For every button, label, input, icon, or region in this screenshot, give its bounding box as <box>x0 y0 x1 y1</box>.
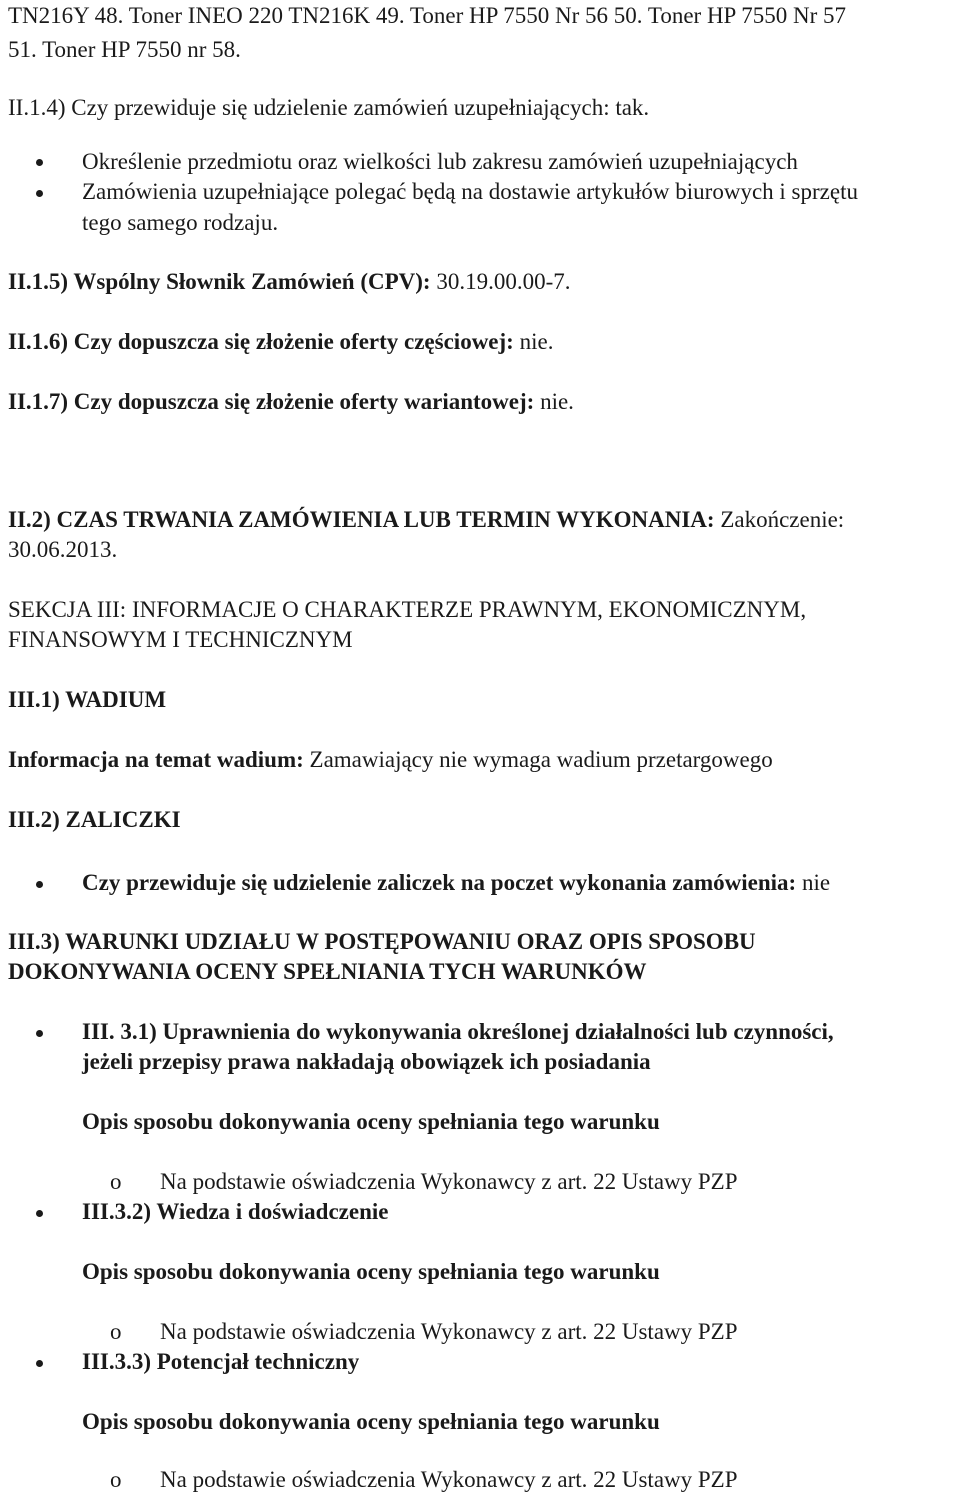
wadium-line <box>8 746 773 774</box>
advance-value: nie <box>796 870 831 895</box>
subsection-heading: III.3) WARUNKI UDZIAŁU W POSTĘPOWANIU ORAZ OPIS SPOSOBU <box>8 929 756 954</box>
variant-offer-line <box>8 388 574 416</box>
assessment-text: Na podstawie oświadczenia Wykonawcy z art. 22 Ustawy PZP <box>160 1467 738 1492</box>
advance-line <box>82 869 830 897</box>
cpv-label: II.1.5) Wspólny Słownik Zamówień (CPV): <box>8 269 431 294</box>
text-line: Określenie przedmiotu oraz wielkości lub zakresu zamówień uzupełniających <box>82 149 798 174</box>
bullet-icon <box>36 1030 43 1037</box>
partial-offer-line <box>8 328 553 356</box>
cpv-value: 30.19.00.00-7. <box>430 269 571 294</box>
subsection-heading: III.2) ZALICZKI <box>8 807 181 832</box>
duration-label: II.2) CZAS TRWANIA ZAMÓWIENIA LUB TERMIN WYKONANIA: <box>8 507 715 532</box>
variant-offer-label: II.1.7) Czy dopuszcza się złożenie oferty wariantowej: <box>8 389 535 414</box>
bullet-icon <box>36 1360 43 1367</box>
partial-offer-value: nie. <box>513 329 554 354</box>
duration-value: Zakończenie: <box>714 507 845 532</box>
text-line: tego samego rodzaju. <box>82 210 279 235</box>
assessment-heading: Opis sposobu dokonywania oceny spełniania tego warunku <box>82 1409 660 1434</box>
assessment-heading: Opis sposobu dokonywania oceny spełniania tego warunku <box>82 1259 660 1284</box>
variant-offer-value: nie. <box>534 389 574 414</box>
text-line: 51. Toner HP 7550 nr 58. <box>8 37 241 62</box>
assessment-text: Na podstawie oświadczenia Wykonawcy z art. 22 Ustawy PZP <box>160 1169 738 1194</box>
sub-bullet-icon: o <box>110 1467 122 1492</box>
section-heading: SEKCJA III: INFORMACJE O CHARAKTERZE PRAWNYM, EKONOMICZNYM, <box>8 597 807 622</box>
bullet-icon <box>36 159 43 166</box>
text-line: TN216Y 48. Toner INEO 220 TN216K 49. Toner HP 7550 Nr 56 50. Toner HP 7550 Nr 57 <box>8 3 847 28</box>
advance-label: Czy przewiduje się udzielenie zaliczek na poczet wykonania zamówienia: <box>82 870 797 895</box>
sub-bullet-icon: o <box>110 1319 122 1344</box>
assessment-text: Na podstawie oświadczenia Wykonawcy z art. 22 Ustawy PZP <box>160 1319 738 1344</box>
condition-heading: jeżeli przepisy prawa nakładają obowiązek ich posiadania <box>82 1049 651 1074</box>
condition-heading: III.3.3) Potencjał techniczny <box>82 1349 360 1374</box>
subsection-heading: III.1) WADIUM <box>8 687 167 712</box>
wadium-label: Informacja na temat wadium: <box>8 747 304 772</box>
partial-offer-label: II.1.6) Czy dopuszcza się złożenie oferty częściowej: <box>8 329 514 354</box>
bullet-icon <box>36 1210 43 1217</box>
condition-heading: III. 3.1) Uprawnienia do wykonywania określonej działalności lub czynności, <box>82 1019 834 1044</box>
bullet-icon <box>36 190 43 197</box>
text-line: 30.06.2013. <box>8 537 118 562</box>
text-line: II.1.4) Czy przewiduje się udzielenie zamówień uzupełniających: tak. <box>8 95 650 120</box>
bullet-icon <box>36 881 43 888</box>
sub-bullet-icon: o <box>110 1169 122 1194</box>
text-line: Zamówienia uzupełniające polegać będą na dostawie artykułów biurowych i sprzętu <box>82 179 858 204</box>
cpv-line <box>8 268 571 296</box>
section-heading: FINANSOWYM I TECHNICZNYM <box>8 627 353 652</box>
condition-heading: III.3.2) Wiedza i doświadczenie <box>82 1199 389 1224</box>
subsection-heading: DOKONYWANIA OCENY SPEŁNIANIA TYCH WARUNKÓW <box>8 959 647 984</box>
assessment-heading: Opis sposobu dokonywania oceny spełniania tego warunku <box>82 1109 660 1134</box>
wadium-value: Zamawiający nie wymaga wadium przetargowego <box>303 747 773 772</box>
duration-line <box>8 506 844 534</box>
